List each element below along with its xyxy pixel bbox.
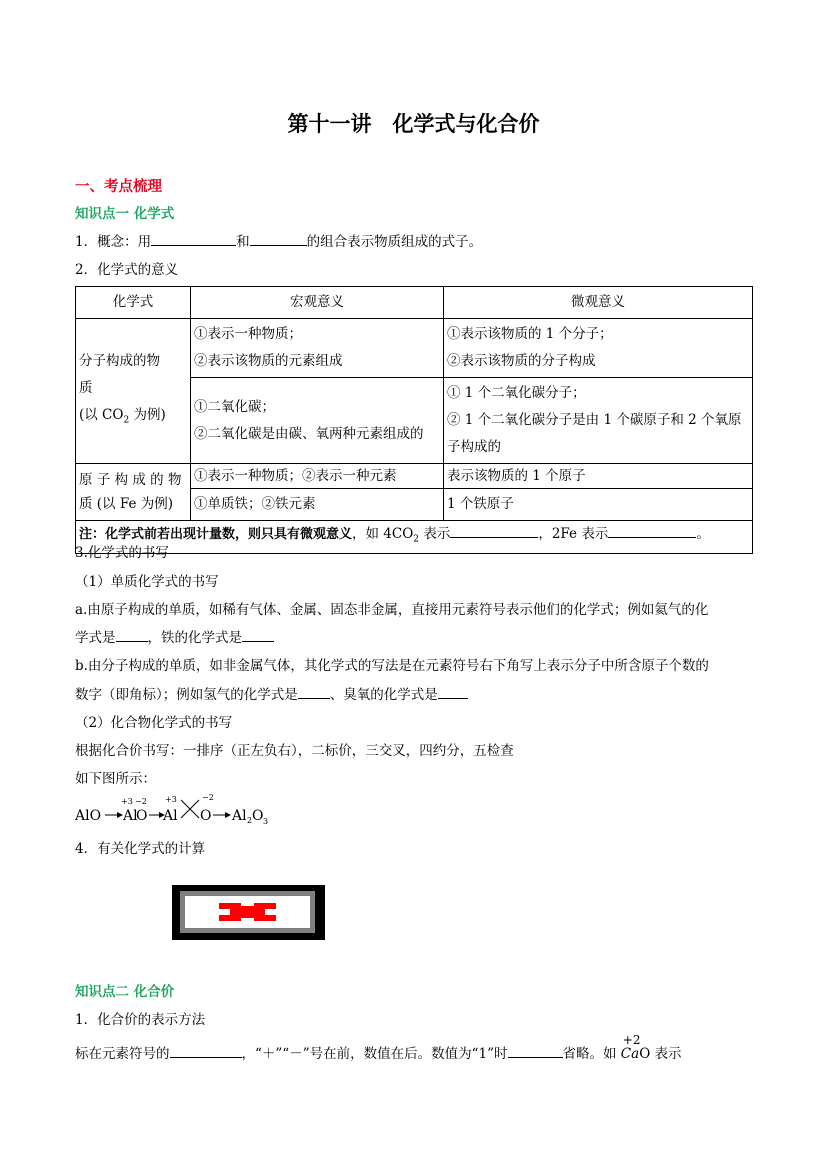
arrow-head: [225, 812, 231, 818]
cell-text: ②表示该物质的元素组成: [194, 353, 343, 369]
cell-text: ① 1 个二氧化碳分子；: [447, 385, 586, 401]
table-note: [76, 521, 753, 554]
concept-line: [75, 230, 482, 250]
concept-mid: 和: [236, 234, 250, 250]
elem-b-line-1: b.由分子构成的单质，如非金属气体，其化学式的写法是在元素符号右下角写上表示分子中所含原子个数的: [75, 658, 709, 674]
table-header: 宏观意义: [191, 287, 444, 319]
blank: [450, 524, 538, 538]
table-header: 化学式: [76, 287, 191, 319]
cell-text: (以 CO: [79, 406, 124, 423]
text: 学式是: [75, 630, 116, 646]
note-text: 。: [696, 526, 710, 542]
table-cell: [191, 319, 444, 378]
red-shape-icon: [185, 896, 310, 928]
cell-text: ②二氧化碳是由碳、氧两种元素组成的: [194, 425, 424, 442]
knowledge-point-heading: 知识点二 化合价: [75, 984, 175, 1000]
formula-result-al: Al: [232, 808, 247, 824]
image-canvas: [185, 896, 310, 928]
text: 数字（即角标）；例如氢气的化学式是: [75, 687, 298, 703]
valence-mark: +2: [622, 1033, 641, 1047]
table-note-row: [76, 521, 753, 554]
table-header: 微观意义: [444, 287, 753, 319]
comp-title: （2）化合物化学式的书写: [75, 715, 233, 731]
note-text: ，2Fe 表示: [538, 526, 609, 542]
blank: [608, 524, 696, 538]
blank: [508, 1044, 563, 1058]
formula-step2-o: O: [136, 808, 148, 824]
note-text: ，如 4CO: [352, 526, 414, 542]
valence-al: +3: [121, 797, 133, 806]
embedded-image-placeholder: [172, 885, 325, 940]
blank: [250, 232, 307, 246]
formula-result-o: O: [252, 808, 264, 824]
valence-o: −2: [202, 793, 214, 802]
formula-result-sub: 2: [247, 816, 253, 825]
blank: [298, 685, 330, 699]
table-cell: [444, 319, 753, 378]
cell-text: ②表示该物质的分子构成: [447, 353, 596, 369]
table-row: [76, 464, 753, 489]
table-cell: [76, 319, 191, 464]
page-title: 第十一讲 化学式与化合价: [287, 112, 540, 136]
formula-diagram: [75, 792, 295, 828]
cao-formula: [620, 1033, 641, 1062]
text: ，铁的化学式是: [147, 630, 242, 646]
writing-title: 3.化学式的书写: [75, 545, 169, 561]
table-cell: [444, 378, 753, 464]
table-cell: [76, 464, 191, 521]
formula-result-sub: 3: [263, 817, 269, 826]
table-cell: ①表示一种物质；②表示一种元素: [191, 464, 444, 489]
cell-text: 质: [79, 379, 93, 396]
text: ，“＋”“－”号在前，数值在后。数值为“1”时: [241, 1046, 508, 1062]
cell-text: ② 1 个二氧化碳分子是由 1 个碳原子和 2 个氧原子构成的: [447, 412, 742, 455]
table-header-row: [76, 287, 753, 319]
cell-text: 原 子 构 成 的 物: [79, 472, 182, 488]
image-frame: [180, 891, 315, 933]
table-cell: ①单质铁；②铁元素: [191, 489, 444, 521]
valence-al: +3: [165, 795, 177, 804]
cell-text: 分子构成的物: [79, 352, 160, 369]
blank: [116, 628, 148, 642]
blank: [242, 628, 274, 642]
text: 、臭氧的化学式是: [329, 687, 438, 703]
elem-b-line-2: [75, 683, 468, 703]
formula-step2-al: Al: [123, 808, 138, 824]
cell-text: 质 (以 Fe 为例): [79, 496, 174, 512]
note-bold: 注：化学式前若出现计量数，则只具有微观意义: [79, 527, 353, 542]
table-cell: [191, 378, 444, 464]
valence-o: −2: [135, 797, 147, 806]
text: 省略。如: [562, 1046, 621, 1062]
formula-step3-o: O: [200, 808, 212, 824]
text: 标在元素符号的: [75, 1046, 170, 1062]
calc-title: 4．有关化学式的计算: [75, 841, 206, 857]
concept-suffix: 的组合表示物质组成的式子。: [306, 234, 483, 250]
formula-step3-al: Al: [163, 808, 178, 824]
table-cell: 表示该物质的 1 个原子: [444, 464, 753, 489]
cell-text: ①二氧化碳；: [194, 398, 275, 415]
subscript: 2: [123, 415, 130, 426]
blank: [438, 685, 468, 699]
formula-meaning-table: [75, 286, 753, 554]
cell-text: ①表示该物质的 1 个分子；: [447, 326, 613, 342]
table-cell: 1 个铁原子: [444, 489, 753, 521]
table-row: [76, 319, 753, 378]
knowledge-point-heading: 知识点一 化学式: [75, 206, 175, 222]
subscript: 2: [413, 534, 420, 545]
text: O 表示: [639, 1046, 682, 1062]
elem-a-line-1: a.由原子构成的单质，如稀有气体、金属、固态非金属，直接用元素符号表示他们的化学式；例如氦气的化: [75, 602, 709, 618]
comp-rule: 根据化合价书写：一排序（正左负右），二标价，三交叉，四约分，五检查: [75, 743, 514, 759]
valence-title: 1．化合价的表示方法: [75, 1012, 206, 1028]
note-text: 表示: [419, 526, 451, 542]
formula-step1: AlO: [75, 808, 102, 824]
comp-figure-caption: 如下图所示：: [75, 771, 156, 787]
concept-prefix: 1．概念：用: [75, 234, 152, 250]
blank: [170, 1044, 242, 1058]
blank: [151, 232, 236, 246]
cell-text: [79, 402, 187, 435]
cell-text: 为例): [129, 406, 166, 423]
cell-text: ①表示一种物质；: [194, 326, 302, 342]
element-symbol: Ca: [620, 1046, 640, 1062]
elem-a-line-2: [75, 626, 274, 646]
meaning-title: 2．化学式的意义: [75, 262, 179, 278]
elem-title: （1）单质化学式的书写: [75, 574, 219, 590]
cross-method-formula: [75, 792, 295, 828]
section-heading: 一、考点梳理: [75, 179, 162, 195]
valence-line: [75, 1033, 682, 1062]
